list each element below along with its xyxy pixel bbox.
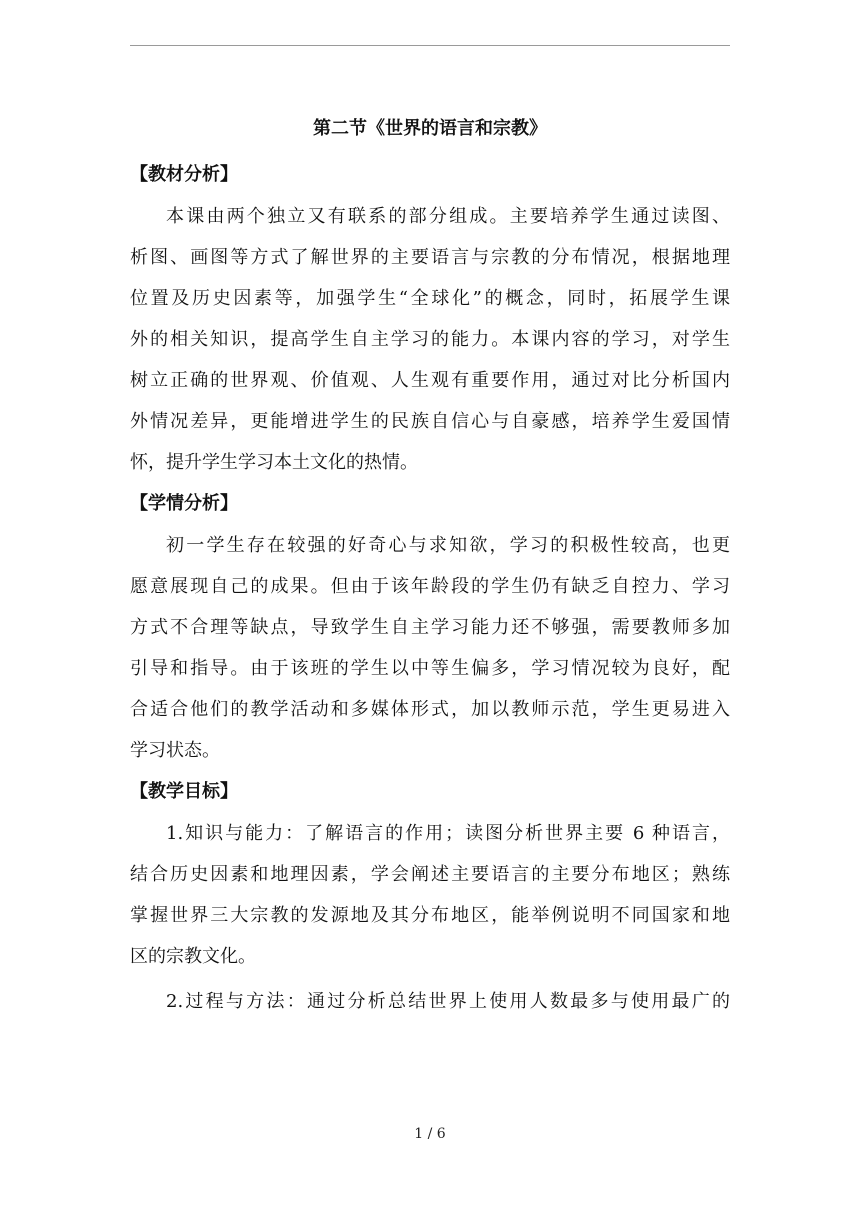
text-line: 引导和指导。由于该班的学生以中等生偏多，学习情况较为良好，配 (130, 658, 730, 679)
text-line: 析图、画图等方式了解世界的主要语言与宗教的分布情况，根据地理 (130, 247, 730, 268)
text-line: 掌握世界三大宗教的发源地及其分布地区，能举例说明不同国家和地 (130, 905, 730, 926)
paragraph-learner-analysis (130, 525, 730, 771)
section-heading-learner-analysis: 【学情分析】 (130, 493, 238, 514)
text-line: 外的相关知识，提高学生自主学习的能力。本课内容的学习，对学生 (130, 329, 730, 350)
text-line: 初一学生存在较强的好奇心与求知欲，学习的积极性较高，也更 (166, 535, 730, 556)
header-rule (130, 45, 730, 46)
text-line: 2.过程与方法：通过分析总结世界上使用人数最多与使用最广的 (166, 991, 730, 1012)
section-heading-teaching-objectives: 【教学目标】 (130, 781, 238, 802)
text-line: 树立正确的世界观、价值观、人生观有重要作用，通过对比分析国内 (130, 370, 730, 391)
text-line: 1.知识与能力：了解语言的作用；读图分析世界主要 6 种语言， (166, 823, 730, 844)
document-body (130, 104, 730, 1022)
text-line: 怀，提升学生学习本土文化的热情。 (130, 452, 418, 473)
text-line: 结合历史因素和地理因素，学会阐述主要语言的主要分布地区；熟练 (130, 864, 730, 885)
section-heading-textbook-analysis: 【教材分析】 (130, 164, 238, 185)
paragraph-textbook-analysis (130, 196, 730, 483)
text-line: 学习状态。 (130, 740, 220, 761)
text-line: 方式不合理等缺点，导致学生自主学习能力还不够强，需要教师多加 (130, 617, 730, 638)
page-indicator: 1 / 6 (414, 1126, 446, 1142)
objective-item-process (130, 981, 730, 1022)
document-title: 第二节《世界的语言和宗教》 (313, 118, 547, 139)
objective-item-knowledge (130, 813, 730, 977)
text-line: 愿意展现自己的成果。但由于该年龄段的学生仍有缺乏自控力、学习 (130, 576, 730, 597)
text-line: 本课由两个独立又有联系的部分组成。主要培养学生通过读图、 (166, 206, 730, 227)
text-line: 外情况差异，更能增进学生的民族自信心与自豪感，培养学生爱国情 (130, 411, 730, 432)
text-line: 合适合他们的教学活动和多媒体形式，加以教师示范，学生更易进入 (130, 699, 730, 720)
text-line: 位置及历史因素等，加强学生“全球化”的概念，同时，拓展学生课 (130, 288, 730, 309)
text-line: 区的宗教文化。 (130, 946, 256, 967)
